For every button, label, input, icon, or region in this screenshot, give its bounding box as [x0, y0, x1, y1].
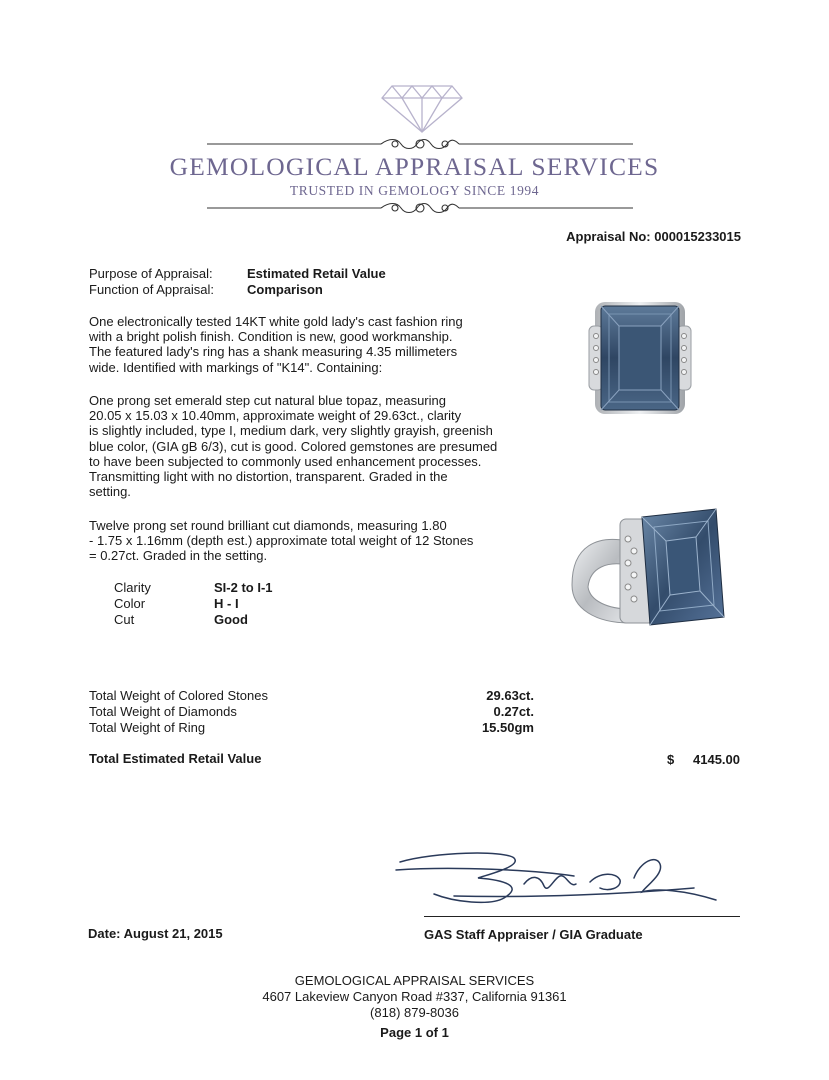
appraisal-date: Date: August 21, 2015: [88, 926, 223, 941]
topaz-line: Transmitting light with no distortion, transparent. Graded in the: [89, 469, 448, 485]
diamonds-line: = 0.27ct. Graded in the setting.: [89, 548, 268, 564]
grade-cut-label: Cut: [114, 612, 135, 627]
topaz-line: 20.05 x 15.03 x 10.40mm, approximate weight of 29.63ct., clarity: [89, 408, 462, 424]
topaz-line: setting.: [89, 484, 131, 500]
topaz-description: [89, 393, 529, 499]
footer-company: GEMOLOGICAL APPRAISAL SERVICES: [294, 973, 535, 988]
diamonds-description: [89, 518, 529, 564]
appraiser-title: GAS Staff Appraiser / GIA Graduate: [424, 927, 643, 942]
ring-line: One electronically tested 14KT white gold lady's cast fashion ring: [89, 314, 463, 329]
ring-description: [89, 314, 529, 375]
total-colored-label: Total Weight of Colored Stones: [89, 688, 268, 703]
total-ring-label: Total Weight of Ring: [89, 720, 206, 735]
total-diamonds-value: 0.27ct.: [493, 704, 534, 719]
retail-value-label: Total Estimated Retail Value: [89, 751, 262, 766]
topaz-line: is slightly included, type I, medium dark, very slightly grayish, greenish: [89, 423, 493, 439]
ring-line: with a bright polish finish. Condition is new, good workmanship.: [89, 329, 453, 345]
topaz-line: to have been subjected to commonly used enhancement processes.: [89, 453, 482, 469]
diamond-logo-icon: [380, 82, 464, 134]
grade-color-label: Color: [114, 596, 146, 611]
total-diamonds-label: Total Weight of Diamonds: [89, 704, 237, 719]
company-tagline: TRUSTED IN GEMOLOGY SINCE 1994: [289, 183, 540, 198]
purpose-label: Purpose of Appraisal:: [89, 266, 213, 281]
topaz-line: One prong set emerald step cut natural blue topaz, measuring: [89, 393, 446, 408]
topaz-line: blue color, (GIA gB 6/3), cut is good. Colored gemstones are presumed: [89, 438, 498, 454]
footer-phone: (818) 879-8036: [370, 1005, 459, 1020]
bottom-ornament-divider: [205, 200, 635, 216]
ring-line: The featured lady's ring has a shank measuring 4.35 millimeters: [89, 344, 458, 360]
retail-amount: 4145.00: [693, 752, 740, 767]
ring-side-view-image: [568, 505, 728, 629]
ring-top-view-image: [585, 298, 695, 418]
purpose-value: Estimated Retail Value: [247, 266, 386, 281]
total-colored-value: 29.63ct.: [486, 688, 534, 703]
retail-currency: $: [667, 752, 675, 767]
grade-cut-value: Good: [214, 612, 248, 627]
signature-line: [424, 916, 740, 917]
company-logo-title: GEMOLOGICAL APPRAISAL SERVICES: [169, 152, 660, 181]
grade-clarity-label: Clarity: [114, 580, 151, 595]
diamonds-line: - 1.75 x 1.16mm (depth est.) approximate total weight of 12 Stones: [89, 533, 474, 549]
grade-color-value: H - I: [214, 596, 239, 611]
page-number: Page 1 of 1: [380, 1025, 449, 1040]
function-value: Comparison: [247, 282, 323, 297]
total-ring-value: 15.50gm: [481, 720, 534, 735]
appraisal-number: Appraisal No: 000015233015: [566, 229, 741, 244]
appraiser-signature-image: [394, 848, 724, 908]
top-ornament-divider: [205, 136, 635, 152]
footer-address: 4607 Lakeview Canyon Road #337, California 91361: [262, 989, 567, 1004]
function-label: Function of Appraisal:: [89, 282, 215, 297]
diamonds-line: Twelve prong set round brilliant cut diamonds, measuring 1.80: [89, 518, 447, 533]
grade-clarity-value: SI-2 to I-1: [214, 580, 273, 595]
ring-line: wide. Identified with markings of "K14". Containing:: [89, 359, 383, 375]
